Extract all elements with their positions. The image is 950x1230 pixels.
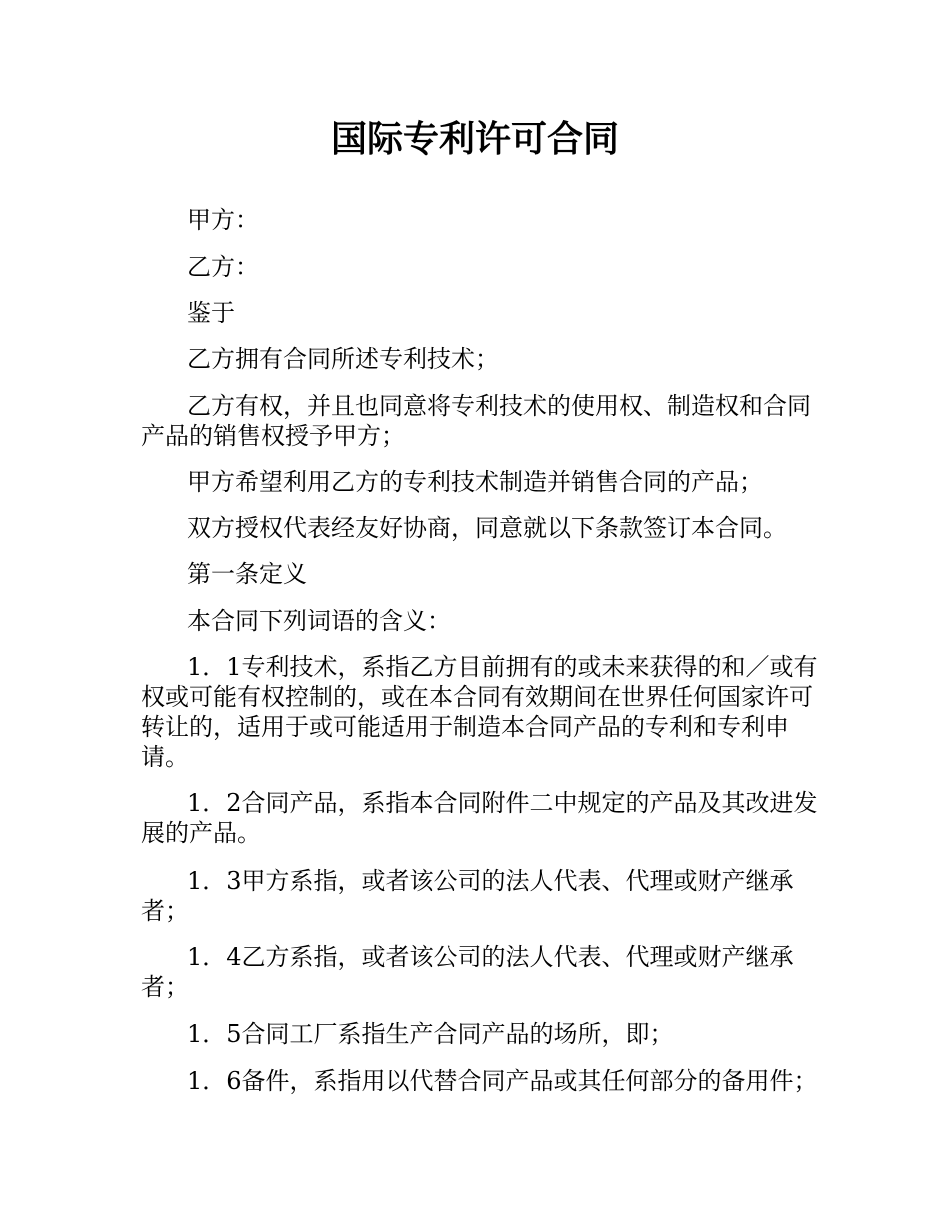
clause-1-6: 1．6备件，系指用以代替合同产品或其任何部分的备用件； (187, 1067, 818, 1095)
paragraph-definitions-intro: 本合同下列词语的含义： (187, 607, 451, 635)
clause-1-1: 1．1专利技术，系指乙方目前拥有的或未来获得的和／或有权或可能有权控制的，或在本合同有效期间在世界任何国家许可转让的，适用于或可能适用于制造本合同产品的专利和专利申请。 (141, 653, 818, 771)
clause-1-2: 1．2合同产品，系指本合同附件二中规定的产品及其改进发展的产品。 (141, 789, 818, 847)
clause-1-4: 1．4乙方系指，或者该公司的法人代表、代理或财产继承者； (141, 943, 794, 1001)
article-heading: 第一条定义 (187, 560, 307, 588)
document-title: 国际专利许可合同 (330, 119, 619, 160)
paragraph-party-a: 甲方： (187, 206, 259, 234)
clause-1-3: 1．3甲方系指，或者该公司的法人代表、代理或财产继承者； (141, 867, 794, 925)
paragraph-recital-1: 乙方拥有合同所述专利技术； (187, 345, 499, 373)
paragraph-recital-3: 甲方希望利用乙方的专利技术制造并销售合同的产品； (187, 468, 763, 496)
clause-1-5: 1．5合同工厂系指生产合同产品的场所，即； (187, 1020, 674, 1048)
paragraph-recital-4: 双方授权代表经友好协商，同意就以下条款签订本合同。 (187, 514, 787, 542)
paragraph-whereas: 鉴于 (187, 299, 235, 327)
paragraph-recital-2: 乙方有权，并且也同意将专利技术的使用权、制造权和合同产品的销售权授予甲方； (141, 392, 811, 450)
paragraph-party-b: 乙方： (187, 253, 259, 281)
